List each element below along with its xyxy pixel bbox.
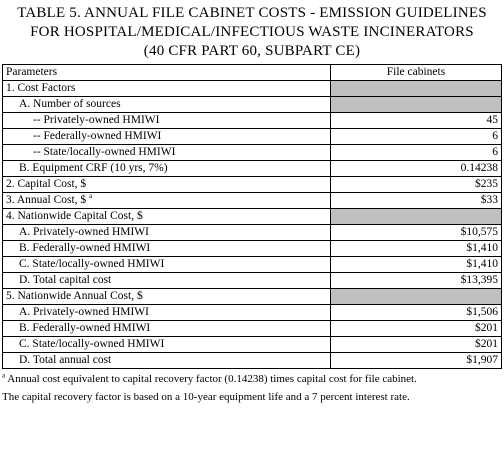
- table-row: [3, 161, 502, 177]
- table-row: [3, 257, 502, 273]
- row-value: 0.14238: [331, 161, 502, 177]
- row-label: D. Total capital cost: [3, 273, 331, 289]
- table-row: [3, 193, 502, 209]
- row-value-shaded: [331, 209, 502, 225]
- row-label: A. Privately-owned HMIWI: [3, 225, 331, 241]
- footnote-ref: a: [89, 192, 93, 201]
- table-row: [3, 81, 502, 97]
- row-label: B. Federally-owned HMIWI: [3, 321, 331, 337]
- row-value: $201: [331, 321, 502, 337]
- header-parameters: Parameters: [3, 65, 331, 81]
- table-row: [3, 289, 502, 305]
- header-file-cabinets: File cabinets: [331, 65, 502, 81]
- row-value: $1,410: [331, 257, 502, 273]
- row-label: 3. Annual Cost, $: [6, 194, 87, 206]
- row-label: 5. Nationwide Annual Cost, $: [3, 289, 331, 305]
- title-line-3: (40 CFR PART 60, SUBPART CE): [143, 43, 361, 59]
- row-label: -- Federally-owned HMIWI: [3, 129, 331, 145]
- row-label-with-footnote: [3, 193, 331, 209]
- row-label: C. State/locally-owned HMIWI: [3, 257, 331, 273]
- row-label: D. Total annual cost: [3, 353, 331, 369]
- row-value: 6: [331, 129, 502, 145]
- row-value: $1,410: [331, 241, 502, 257]
- table-title: [0, 0, 504, 61]
- row-value: 45: [331, 113, 502, 129]
- table-row: [3, 353, 502, 369]
- row-label: 2. Capital Cost, $: [3, 177, 331, 193]
- footnote-text-1: Annual cost equivalent to capital recovery factor (0.14238) times capital cost for file cabinet.: [5, 373, 417, 385]
- table-row: [3, 145, 502, 161]
- title-line-2: FOR HOSPITAL/MEDICAL/INFECTIOUS WASTE INCINERATORS: [30, 24, 474, 40]
- row-value-shaded: [331, 81, 502, 97]
- row-label: B. Equipment CRF (10 yrs, 7%): [3, 161, 331, 177]
- table-row: [3, 209, 502, 225]
- cost-table: [2, 64, 502, 369]
- row-label: 1. Cost Factors: [3, 81, 331, 97]
- row-value: $235: [331, 177, 502, 193]
- row-label: -- Privately-owned HMIWI: [3, 113, 331, 129]
- row-label: A. Privately-owned HMIWI: [3, 305, 331, 321]
- header-row: [3, 65, 502, 81]
- table-row: [3, 305, 502, 321]
- row-label: -- State/locally-owned HMIWI: [3, 145, 331, 161]
- row-value: $13,395: [331, 273, 502, 289]
- table-row: [3, 337, 502, 353]
- table-row: [3, 97, 502, 113]
- row-value: 6: [331, 145, 502, 161]
- row-label: B. Federally-owned HMIWI: [3, 241, 331, 257]
- row-value-shaded: [331, 97, 502, 113]
- footnote-line-2: The capital recovery factor is based on a 10-year equipment life and a 7 percent interest rate.: [2, 391, 410, 403]
- table-row: [3, 177, 502, 193]
- table-row: [3, 273, 502, 289]
- row-value: $33: [331, 193, 502, 209]
- row-label: 4. Nationwide Capital Cost, $: [3, 209, 331, 225]
- table-row: [3, 113, 502, 129]
- row-value: $1,506: [331, 305, 502, 321]
- table-row: [3, 129, 502, 145]
- row-label: A. Number of sources: [3, 97, 331, 113]
- row-value: $201: [331, 337, 502, 353]
- row-value-shaded: [331, 289, 502, 305]
- footnote: [2, 370, 504, 406]
- title-line-1: TABLE 5. ANNUAL FILE CABINET COSTS - EMISSION GUIDELINES: [17, 5, 487, 21]
- table-row: [3, 321, 502, 337]
- table-row: [3, 241, 502, 257]
- row-label: C. State/locally-owned HMIWI: [3, 337, 331, 353]
- table-row: [3, 225, 502, 241]
- row-value: $1,907: [331, 353, 502, 369]
- footnote-line-1: [2, 370, 504, 388]
- row-value: $10,575: [331, 225, 502, 241]
- footnote-marker: a: [2, 371, 6, 380]
